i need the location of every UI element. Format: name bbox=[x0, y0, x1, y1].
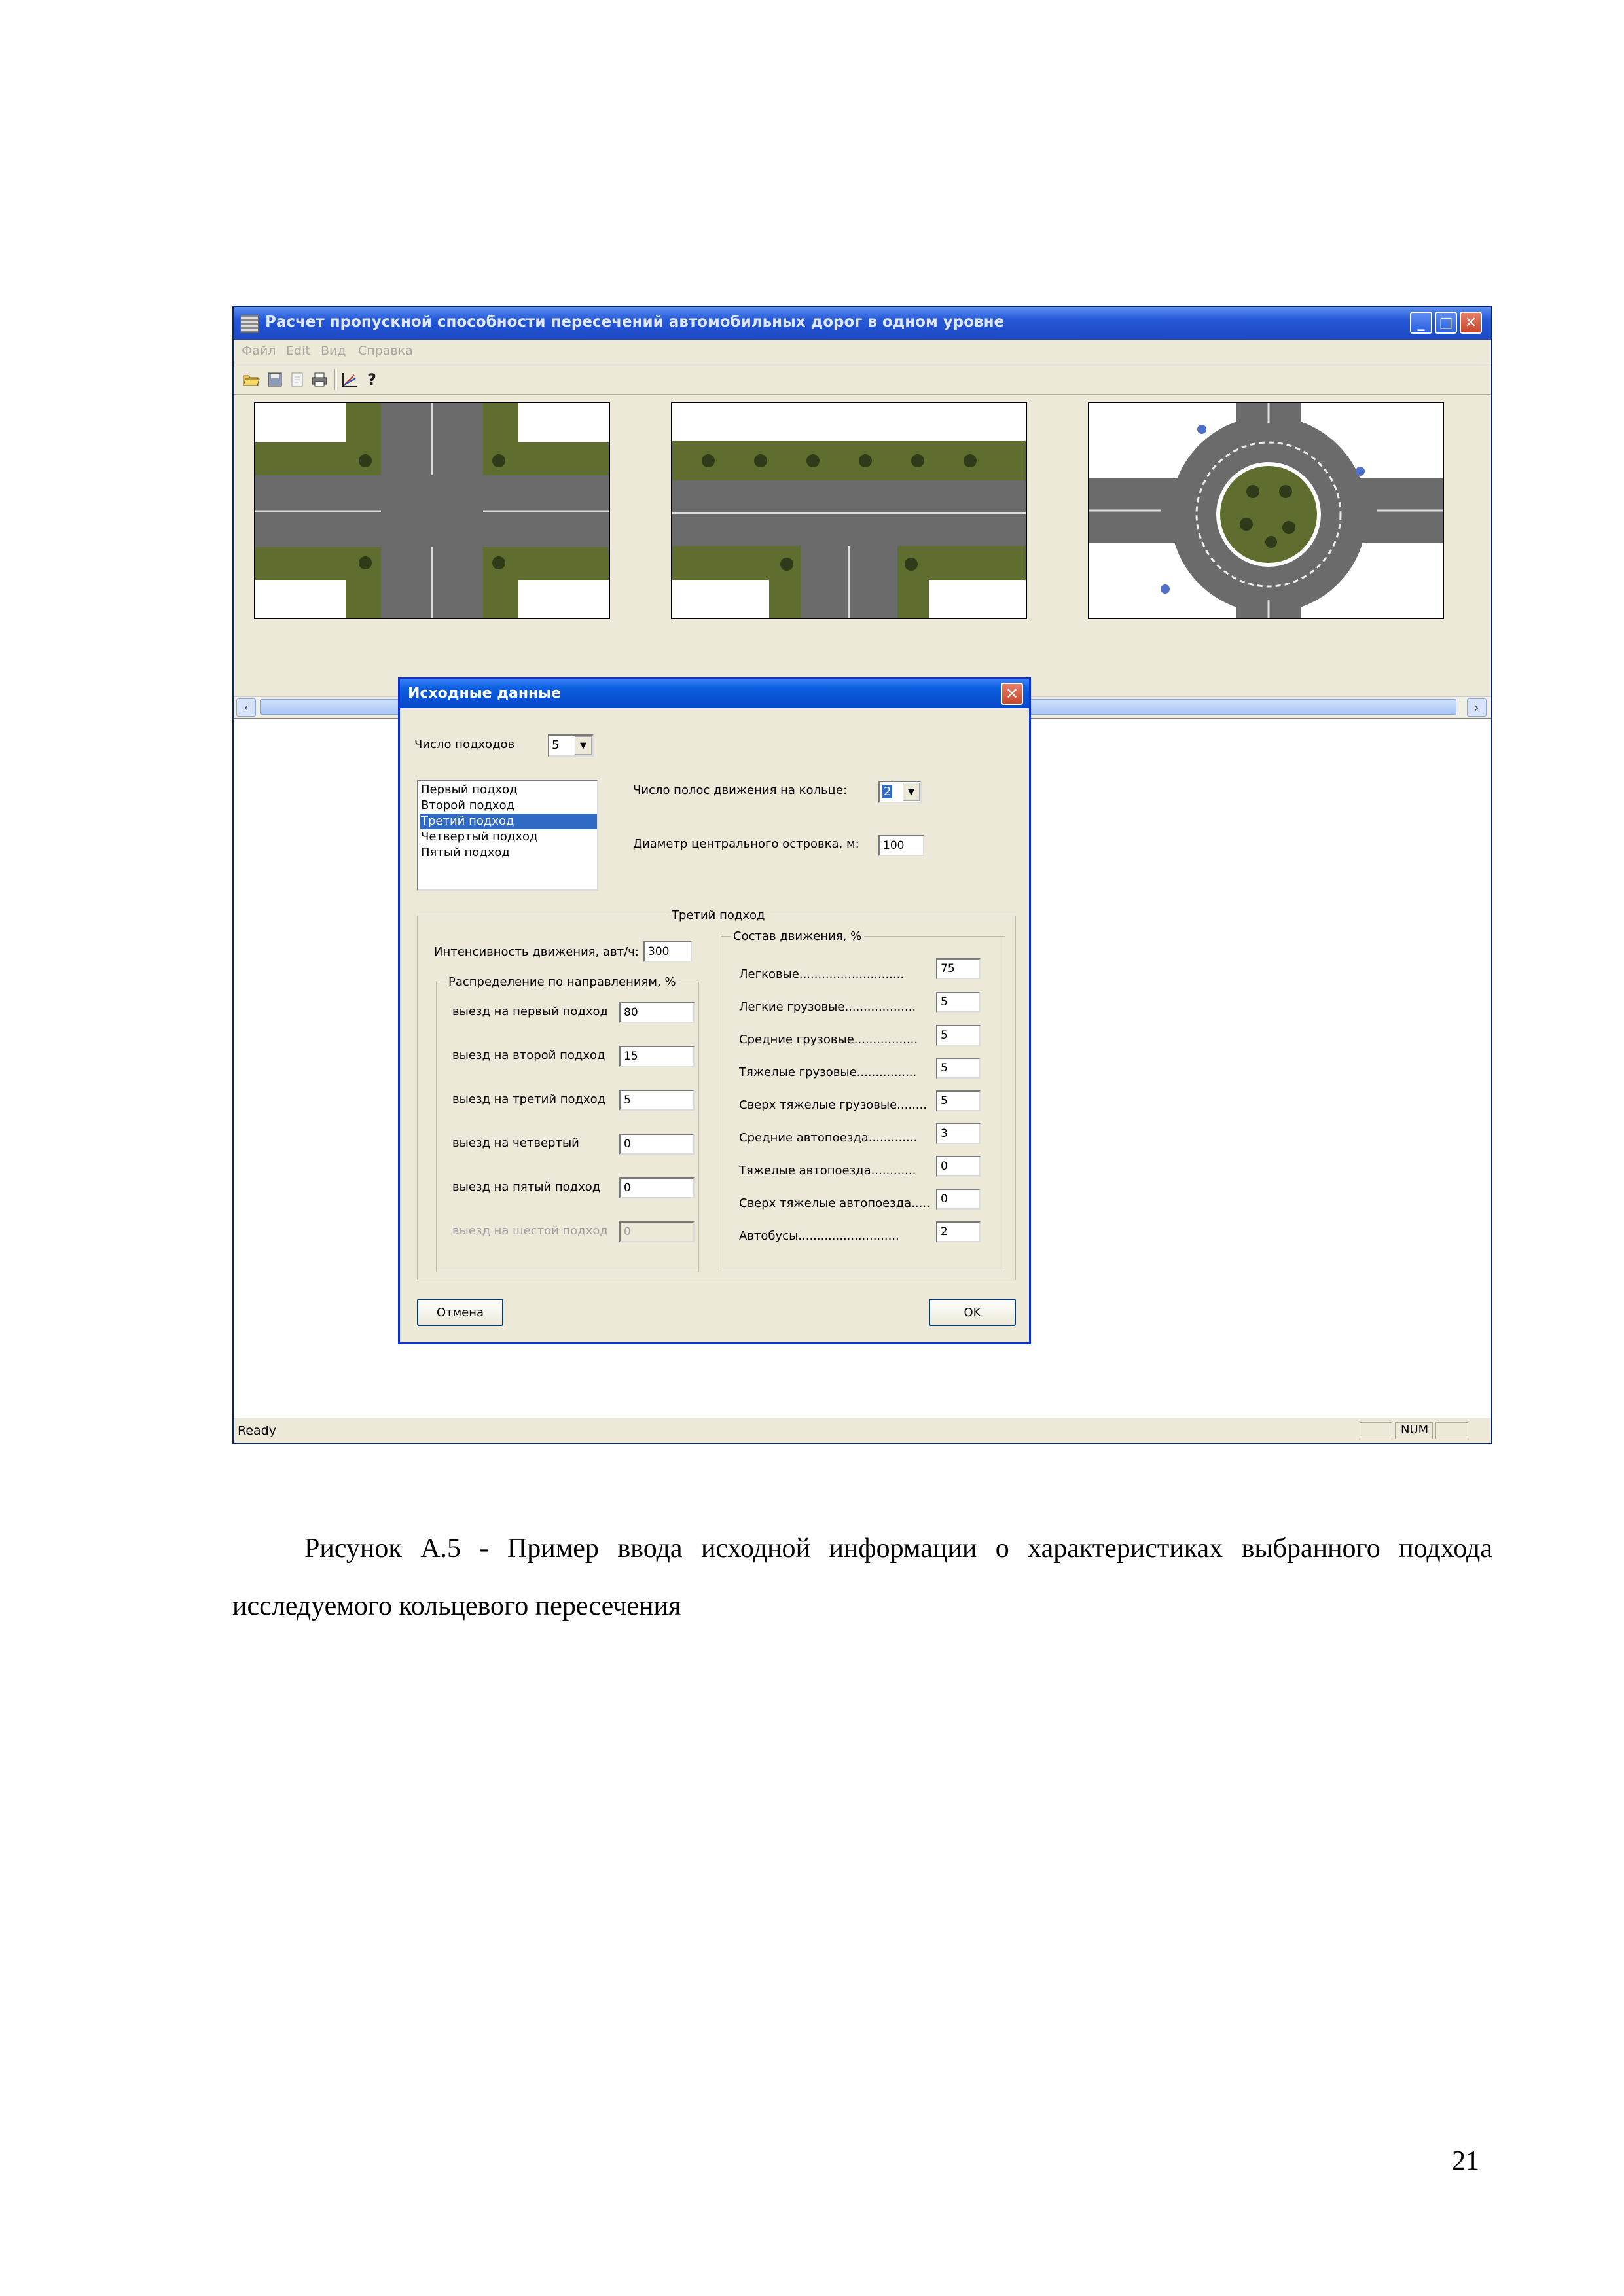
chevron-right-icon: › bbox=[1474, 700, 1479, 715]
save-icon[interactable] bbox=[265, 370, 285, 389]
composition-input[interactable]: 75 bbox=[936, 958, 981, 979]
distribution-label: выезд на первый подход bbox=[452, 1005, 608, 1018]
composition-input[interactable]: 0 bbox=[936, 1156, 981, 1177]
composition-label: Тяжелые грузовые................ bbox=[739, 1066, 917, 1079]
approach-count-label: Число подходов bbox=[414, 738, 515, 751]
diameter-label: Диаметр центрального островка, м: bbox=[633, 837, 859, 851]
list-item-selected[interactable]: Третий подход bbox=[420, 814, 597, 829]
distribution-group-title: Распределение по направлениям, % bbox=[446, 975, 679, 989]
intensity-input[interactable]: 300 bbox=[643, 941, 692, 962]
minimize-button[interactable] bbox=[1410, 312, 1432, 334]
figure-caption: Рисунок А.5 - Пример ввода исходной информации о характеристиках выбранного подхода исследуемого кольцевого пересечения bbox=[232, 1534, 1492, 1621]
lanes-select[interactable] bbox=[878, 781, 922, 803]
t-intersection-picture[interactable] bbox=[671, 402, 1027, 619]
composition-label: Легковые............................ bbox=[739, 967, 905, 981]
distribution-label: выезд на второй подход bbox=[452, 1049, 605, 1062]
distribution-input[interactable]: 15 bbox=[619, 1046, 695, 1067]
maximize-button[interactable] bbox=[1435, 312, 1457, 334]
print-icon[interactable] bbox=[310, 370, 329, 389]
menu-file[interactable]: Файл bbox=[242, 344, 276, 358]
composition-label: Средние автопоезда............. bbox=[739, 1131, 918, 1145]
open-folder-icon[interactable] bbox=[242, 370, 261, 389]
distribution-label: выезд на четвертый bbox=[452, 1136, 579, 1150]
close-icon: ✕ bbox=[1005, 685, 1019, 703]
approach-list[interactable] bbox=[417, 780, 598, 891]
composition-group-title: Состав движения, % bbox=[731, 929, 864, 943]
menu-help[interactable]: Справка bbox=[358, 344, 413, 358]
composition-label: Сверх тяжелые автопоезда..... bbox=[739, 1196, 930, 1210]
chart-icon[interactable] bbox=[340, 370, 359, 389]
approach-count-value: 5 bbox=[552, 738, 560, 752]
input-data-dialog bbox=[398, 677, 1031, 1344]
distribution-input[interactable]: 80 bbox=[619, 1002, 695, 1023]
list-item[interactable]: Второй подход bbox=[421, 798, 515, 812]
distribution-input[interactable]: 5 bbox=[619, 1090, 695, 1111]
lanes-label: Число полос движения на кольце: bbox=[633, 783, 848, 797]
composition-label: Сверх тяжелые грузовые........ bbox=[739, 1098, 927, 1112]
new-document-icon[interactable] bbox=[287, 370, 307, 389]
chevron-left-icon: ‹ bbox=[244, 700, 249, 715]
ok-button[interactable]: OK bbox=[929, 1299, 1016, 1326]
help-icon[interactable]: ? bbox=[367, 370, 376, 389]
dialog-title: Исходные данные bbox=[408, 685, 562, 702]
approach-count-select[interactable] bbox=[548, 734, 594, 757]
scroll-right-button[interactable] bbox=[1467, 698, 1487, 717]
dialog-title-bar[interactable] bbox=[400, 679, 1029, 708]
maximize-icon: □ bbox=[1439, 314, 1453, 331]
menu-view[interactable]: Вид bbox=[321, 344, 346, 358]
minimize-icon: _ bbox=[1417, 314, 1425, 331]
close-window-button[interactable] bbox=[1460, 312, 1482, 334]
cross-intersection-picture[interactable] bbox=[254, 402, 610, 619]
scroll-left-button[interactable] bbox=[236, 698, 256, 717]
status-ready: Ready bbox=[238, 1424, 276, 1438]
approach-group-title: Третий подход bbox=[669, 908, 767, 922]
composition-input[interactable]: 5 bbox=[936, 1025, 981, 1046]
composition-input[interactable]: 5 bbox=[936, 992, 981, 1013]
distribution-label-disabled: выезд на шестой подход bbox=[452, 1224, 608, 1238]
list-item[interactable]: Первый подход bbox=[421, 783, 518, 797]
lanes-value: 2 bbox=[884, 785, 892, 798]
chevron-down-icon[interactable]: ▼ bbox=[575, 736, 592, 755]
close-icon: ✕ bbox=[1464, 314, 1477, 331]
toolbar bbox=[234, 365, 1491, 395]
window-title: Расчет пропускной способности пересечений автомобильных дорог в одном уровне bbox=[265, 314, 1005, 331]
composition-label: Автобусы........................... bbox=[739, 1229, 899, 1243]
composition-input[interactable]: 0 bbox=[936, 1189, 981, 1210]
status-pane-empty bbox=[1360, 1422, 1392, 1439]
list-item[interactable]: Четвертый подход bbox=[421, 830, 538, 844]
list-item[interactable]: Пятый подход bbox=[421, 846, 510, 859]
composition-input[interactable]: 2 bbox=[936, 1221, 981, 1242]
chevron-down-icon[interactable]: ▼ bbox=[903, 783, 920, 801]
roundabout-picture[interactable] bbox=[1088, 402, 1444, 619]
toolbar-separator bbox=[334, 369, 337, 390]
status-bar bbox=[234, 1418, 1491, 1443]
distribution-label: выезд на третий подход bbox=[452, 1092, 606, 1106]
composition-input[interactable]: 3 bbox=[936, 1123, 981, 1144]
status-num: NUM bbox=[1395, 1422, 1433, 1439]
distribution-input-disabled: 0 bbox=[619, 1221, 695, 1242]
menu-bar bbox=[234, 341, 1491, 363]
composition-input[interactable]: 5 bbox=[936, 1058, 981, 1079]
intersection-types-strip bbox=[234, 395, 1491, 670]
title-bar[interactable] bbox=[234, 307, 1491, 340]
page-number: 21 bbox=[1452, 2146, 1479, 2176]
menu-edit[interactable]: Edit bbox=[286, 344, 310, 358]
distribution-input[interactable]: 0 bbox=[619, 1134, 695, 1155]
app-icon bbox=[240, 315, 259, 333]
status-pane-empty-2 bbox=[1435, 1422, 1468, 1439]
diameter-input[interactable]: 100 bbox=[878, 835, 924, 856]
composition-label: Средние грузовые................. bbox=[739, 1033, 918, 1047]
distribution-label: выезд на пятый подход bbox=[452, 1180, 601, 1194]
cancel-button[interactable]: Отмена bbox=[417, 1299, 503, 1326]
dialog-close-button[interactable] bbox=[1001, 683, 1023, 705]
composition-input[interactable]: 5 bbox=[936, 1090, 981, 1111]
distribution-input[interactable]: 0 bbox=[619, 1177, 695, 1198]
composition-label: Легкие грузовые................... bbox=[739, 1000, 916, 1014]
composition-label: Тяжелые автопоезда............ bbox=[739, 1164, 916, 1177]
intensity-label: Интенсивность движения, авт/ч: bbox=[434, 945, 639, 959]
